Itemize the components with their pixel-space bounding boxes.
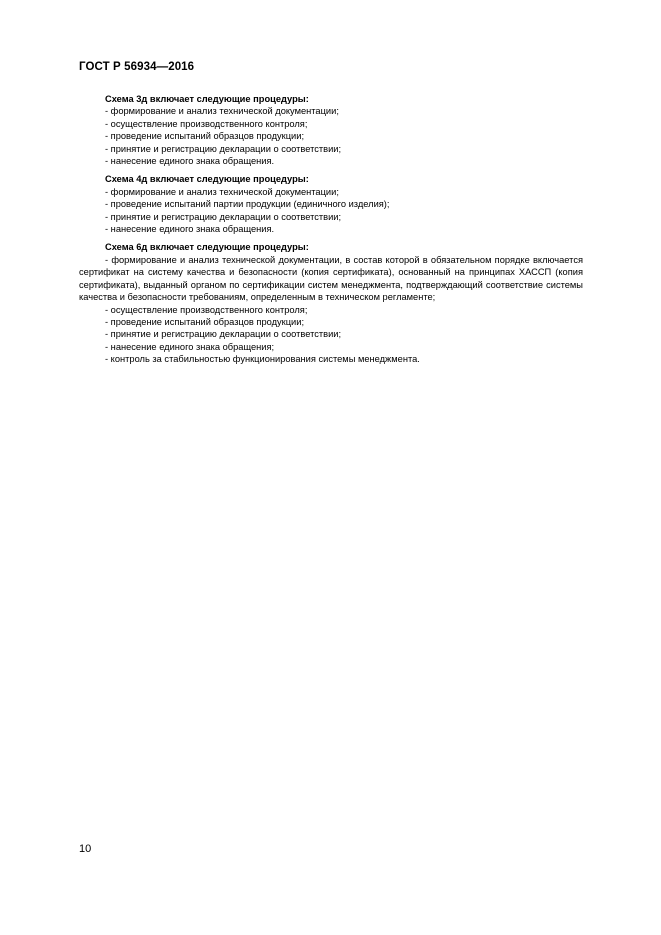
list-item: - принятие и регистрацию декларации о соответствии; — [105, 211, 342, 222]
list-item: - нанесение единого знака обращения. — [105, 224, 275, 235]
section-scheme-4d — [79, 173, 583, 235]
list-item: - формирование и анализ технической документации; — [105, 106, 339, 117]
list-item: - осуществление производственного контроля; — [105, 118, 308, 129]
document-body — [79, 93, 583, 372]
section-title: Схема 4д включает следующие процедуры: — [105, 174, 309, 185]
document-header: ГОСТ Р 56934—2016 — [79, 61, 195, 73]
page-number: 10 — [79, 843, 92, 855]
list-item: - контроль за стабильностью функционирования системы менеджмента. — [105, 354, 420, 365]
section-scheme-6d — [79, 241, 583, 365]
paragraph-item: - формирование и анализ технической документации, в состав которой в обязательном порядке включается сертификат на систему качества и безопасности (копия сертификата), основанный на принципах ХАССП (копия сертификата), выданный органом по сертификации систем менеджмента, подтверждающий соответствие системы качества и безопасности требованиям, определенным в техническом регламенте; — [79, 254, 583, 303]
section-title: Схема 6д включает следующие процедуры: — [105, 242, 309, 253]
list-item: - формирование и анализ технической документации; — [105, 186, 339, 197]
section-scheme-3d — [79, 93, 583, 167]
list-item: - принятие и регистрацию декларации о соответствии; — [105, 143, 342, 154]
section-title: Схема 3д включает следующие процедуры: — [105, 94, 309, 104]
list-item: - проведение испытаний образцов продукции; — [105, 316, 305, 327]
list-item: - проведение испытаний образцов продукции; — [105, 131, 305, 142]
list-item: - нанесение единого знака обращения. — [105, 156, 275, 167]
list-item: - нанесение единого знака обращения; — [105, 341, 275, 352]
list-item: - осуществление производственного контроля; — [105, 304, 308, 315]
list-item: - проведение испытаний партии продукции (единичного изделия); — [105, 199, 390, 210]
list-item: - принятие и регистрацию декларации о соответствии; — [105, 329, 342, 340]
